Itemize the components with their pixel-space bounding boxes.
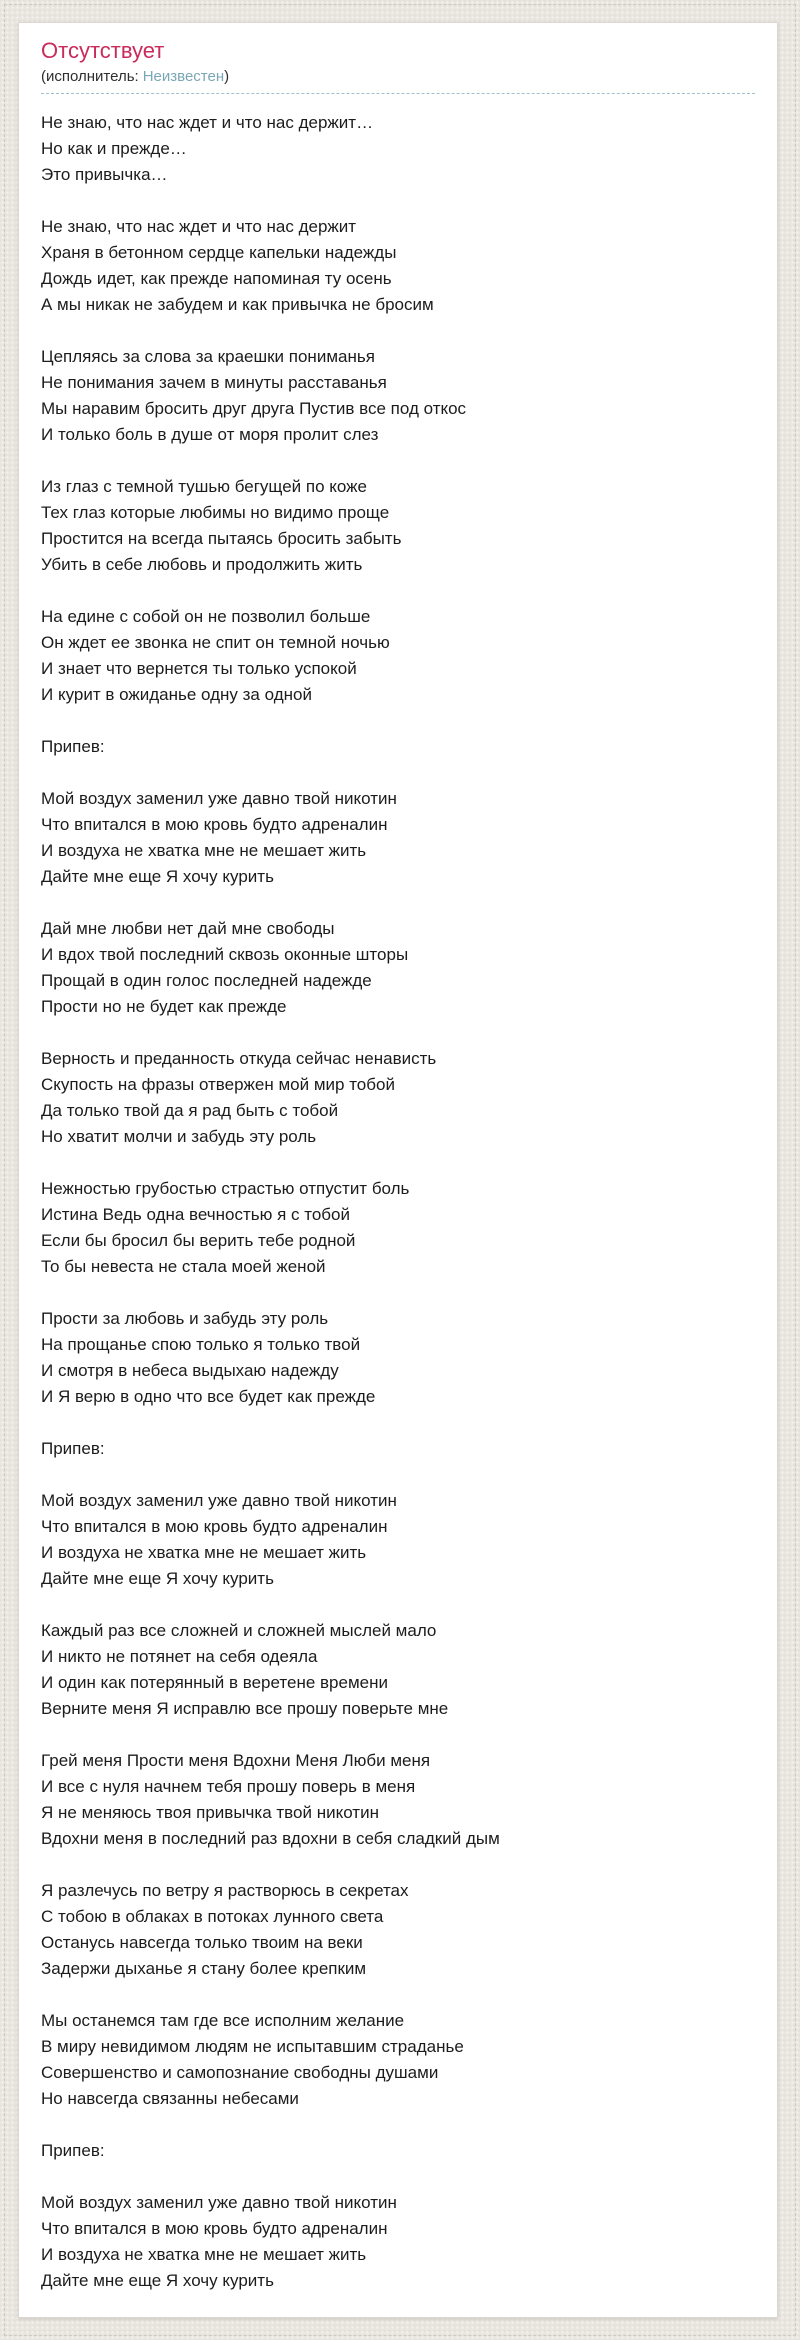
artist-link[interactable]: Неизвестен	[142, 68, 225, 85]
chorus-label: Припев:	[41, 1439, 105, 1458]
stanza: Цепляясь за слова за краешки пониманья Не понимания зачем в минуты расставанья Мы наравим бросить друг друга Пустив все под откос И только боль в душе от моря пролит слез	[41, 347, 467, 444]
stanza: Грей меня Прости меня Вдохни Меня Люби меня И все с нуля начнем тебя прошу поверь в меня Я не меняюсь твоя привычка твой никотин Вдохни меня в последний раз вдохни в себя сладкий дым	[41, 1751, 500, 1848]
stanza: Прости за любовь и забудь эту роль На прощанье спою только я только твой И смотря в небеса выдыхаю надежду И Я верю в одно что все будет как прежде	[41, 1309, 376, 1406]
stanza: Каждый раз все сложней и сложней мыслей мало И никто не потянет на себя одеяла И один как потерянный в веретене времени Верните меня Я исправлю все прошу поверьте мне	[41, 1621, 449, 1718]
stanza: Не знаю, что нас ждет и что нас держит… Но как и прежде… Это привычка…	[41, 113, 374, 184]
stanza: Мой воздух заменил уже давно твой никотин Что впитался в мою кровь будто адреналин И воздуха не хватка мне не мешает жить Дайте мне еще Я хочу курить	[41, 1491, 397, 1588]
lyrics-card	[18, 22, 778, 2318]
stanza: Верность и преданность откуда сейчас ненависть Скупость на фразы отвержен мой мир тобой Да только твой да я рад быть с тобой Но хватит молчи и забудь эту роль	[41, 1049, 437, 1146]
lyrics	[41, 110, 755, 2294]
stanza: Из глаз с темной тушью бегущей по коже Тех глаз которые любимы но видимо проще Простится на всегда пытаясь бросить забыть Убить в себе любовь и продолжить жить	[41, 477, 402, 574]
stanza: Нежностью грубостью страстью отпустит боль Истина Ведь одна вечностью я с тобой Если бы бросил бы верить тебе родной То бы невеста не стала моей женой	[41, 1179, 410, 1276]
song-title: Отсутствует	[41, 38, 165, 63]
stanza: Дай мне любви нет дай мне свободы И вдох твой последний сквозь оконные шторы Прощай в один голос последней надежде Прости но не будет как прежде	[41, 919, 409, 1016]
stanza: Мы останемся там где все исполним желание В миру невидимом людям не испытавшим страданье Совершенство и самопознание свободны душами Но навсегда связанны небесами	[41, 2011, 464, 2108]
dashed-separator	[41, 93, 755, 94]
stanza: Мой воздух заменил уже давно твой никотин Что впитался в мою кровь будто адреналин И воздуха не хватка мне не мешает жить Дайте мне еще Я хочу курить	[41, 789, 397, 886]
artist-label-prefix: (исполнитель:	[41, 68, 139, 85]
chorus-label: Припев:	[41, 737, 105, 756]
chorus-label: Припев:	[41, 2141, 105, 2160]
stanza: Не знаю, что нас ждет и что нас держит Храня в бетонном сердце капельки надежды Дождь идет, как прежде напоминая ту осень А мы никак не забудем и как привычка не бросим	[41, 217, 434, 314]
stanza: На едине с собой он не позволил больше Он ждет ее звонка не спит он темной ночью И знает что вернется ты только успокой И курит в ожиданье одну за одной	[41, 607, 390, 704]
artist-line	[41, 67, 755, 87]
artist-label-suffix: )	[224, 68, 230, 85]
stanza: Я разлечусь по ветру я растворюсь в секретах С тобою в облаках в потоках лунного света Останусь навсегда только твоим на веки Задержи дыханье я стану более крепким	[41, 1881, 409, 1978]
stanza: Мой воздух заменил уже давно твой никотин Что впитался в мою кровь будто адреналин И воздуха не хватка мне не мешает жить Дайте мне еще Я хочу курить	[41, 2193, 397, 2290]
